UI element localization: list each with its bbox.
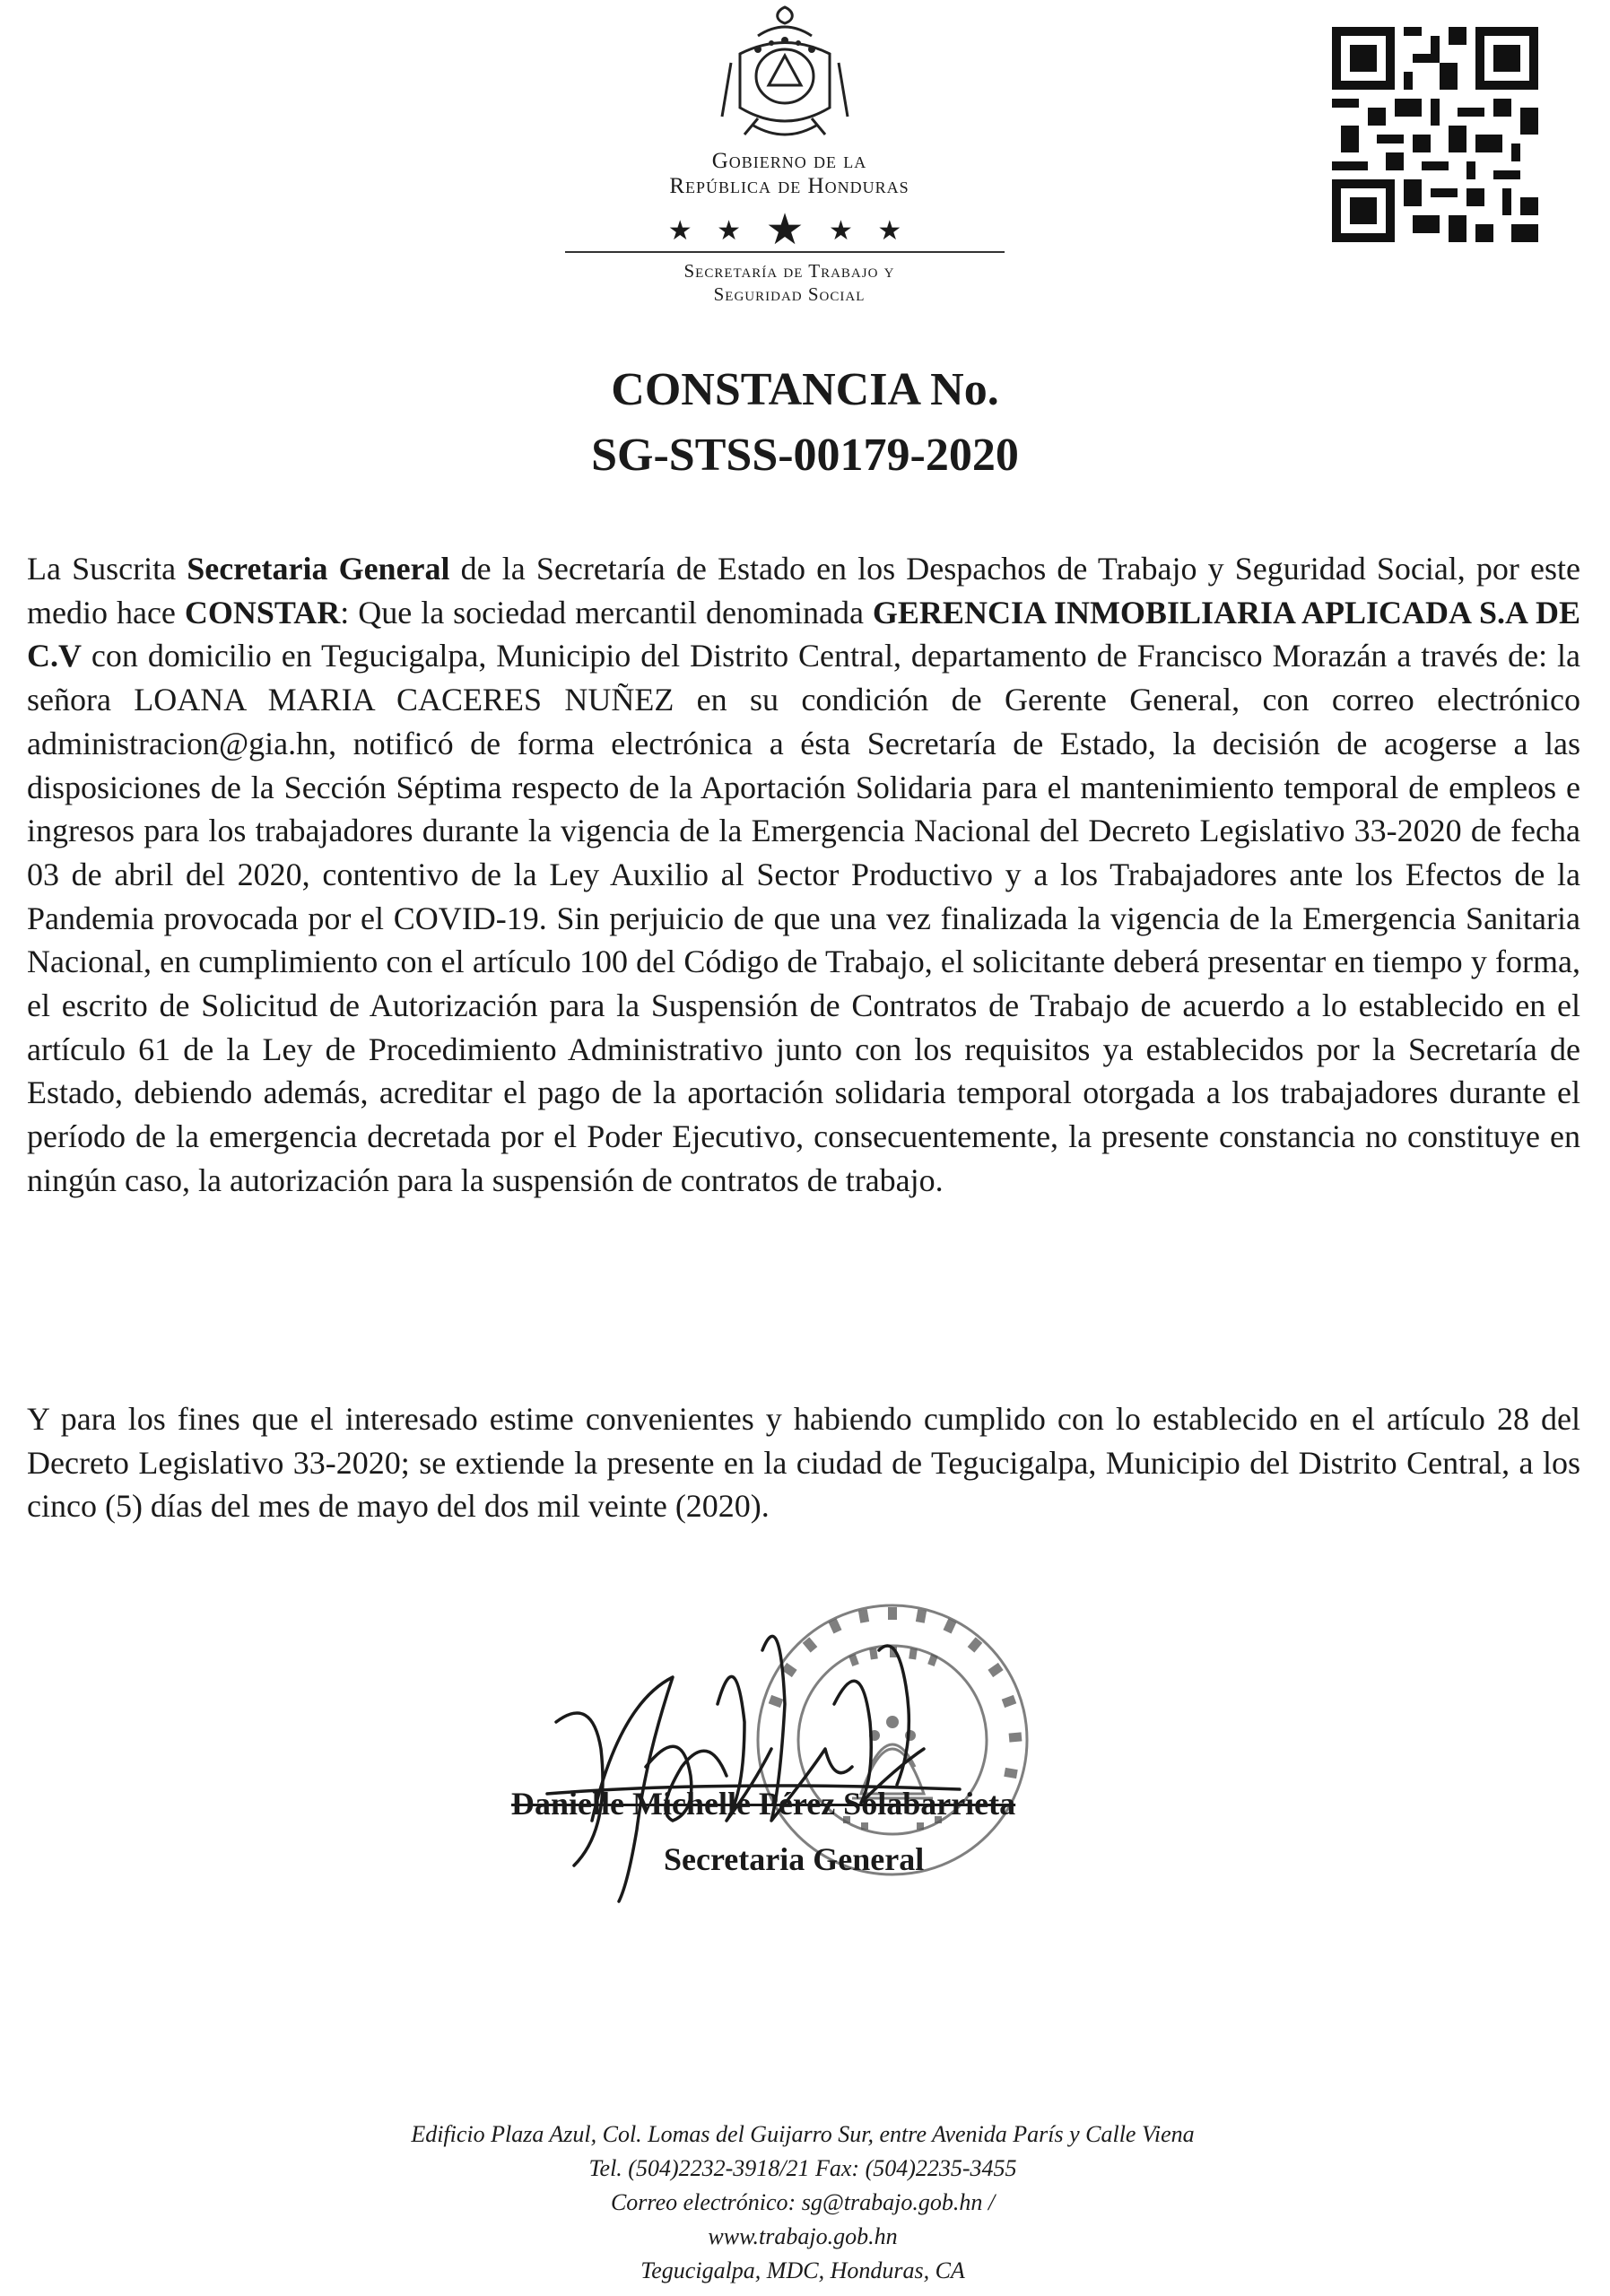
ministry-name-line2: Seguridad Social <box>713 283 866 305</box>
text-run: de la Secretaría de Estado en los Despachos de Trabajo y Seguridad Social, por este medio hace <box>27 551 1581 631</box>
text-run: con domicilio en Tegucigalpa, Municipio del Distrito Central, departamento de Francisco Morazán a través de: la señora LOANA MARIA CACERES NUÑEZ en su condición de Gerente General, con correo electrónico administracion@gia.hn, notificó de forma electrónica a ésta Secretaría de Estado, la decisión de acogerse a las disposiciones de la Sección Séptima respecto de la Aportación Solidaria para el mantenimiento temporal de empleos e ingresos para los trabajadores durante la vigencia de la Emergencia Nacional del Decreto Legislativo 33-2020 de fecha 03 de abril del 2020, contentivo de la Ley Auxilio al Sector Productivo y a los Trabajadores ante los Efectos de la Pandemia provocada por el COVID-19. Sin perjuicio de que una vez finalizada la vigencia de la Emergencia Sanitaria Nacional, en cumplimiento con el artículo 100 del Código de Trabajo, el solicitante deberá presentar en tiempo y forma, el escrito de Solicitud de Autorización para la Suspensión de Contratos de Trabajo de acuerdo a lo establecido en el artículo 61 de la Ley de Procedimiento Administrativo junto con los requisitos ya establecidos por la Secretaría de Estado, debiendo además, acreditar el pago de la aportación solidaria temporal otorgada a los trabajadores durante el período de la emergencia decretada por el Poder Ejecutivo, consecuentemente, la presente constancia no constituye en ningún caso, la autorización para la suspensión de contratos de trabajo. <box>27 638 1580 1198</box>
bold-text-run: CONSTAR <box>184 594 341 631</box>
signer-name: Danielle Michelle Pérez Solabarrieta <box>511 1786 1016 1822</box>
small-stars-right: ★ ★ <box>829 216 911 246</box>
government-name-line1: Gobierno de la <box>711 149 867 173</box>
government-name-line2: República de Honduras <box>669 174 909 198</box>
small-stars-left: ★ ★ <box>667 216 750 246</box>
footer-email: Correo electrónico: sg@trabajo.gob.hn / <box>610 2189 996 2215</box>
signer-role: Secretaria General <box>664 1841 925 1877</box>
text-run: : Que la sociedad mercantil denominada <box>340 594 873 631</box>
big-star-icon: ★ <box>765 206 814 254</box>
qr-code-icon <box>1332 27 1538 242</box>
text-run: La Suscrita <box>27 551 187 587</box>
ministry-name-line1: Secretaría de Trabajo y <box>683 260 895 282</box>
body-paragraph-2: Y para los fines que el interesado estime convenientes y habiendo cumplido con lo establecido en el artículo 28 del Decreto Legislativo 33-2020; se extiende la presente en la ciudad de Tegucigalpa, Municipio del Distrito Central, a los cinco (5) días del mes de mayo del dos mil veinte (2020). <box>27 1401 1580 1525</box>
coat-of-arms-icon <box>704 0 866 152</box>
footer-website: www.trabajo.gob.hn <box>708 2223 898 2249</box>
bold-text-run: Secretaria General <box>187 551 450 587</box>
footer-city: Tegucigalpa, MDC, Honduras, CA <box>640 2257 965 2283</box>
footer-phone: Tel. (504)2232-3918/21 Fax: (504)2235-3455 <box>588 2155 1017 2181</box>
bold-text-run: GERENCIA INMOBILIARIA APLICADA S.A DE C.V <box>27 594 1581 674</box>
footer-address: Edificio Plaza Azul, Col. Lomas del Guijarro Sur, entre Avenida París y Calle Viena <box>411 2121 1195 2147</box>
document-title: CONSTANCIA No. <box>611 364 999 415</box>
header-divider <box>565 251 1005 253</box>
body-paragraph-1 <box>27 547 1580 1203</box>
document-number: SG-STSS-00179-2020 <box>591 430 1019 481</box>
stars-ornament <box>574 204 1005 255</box>
